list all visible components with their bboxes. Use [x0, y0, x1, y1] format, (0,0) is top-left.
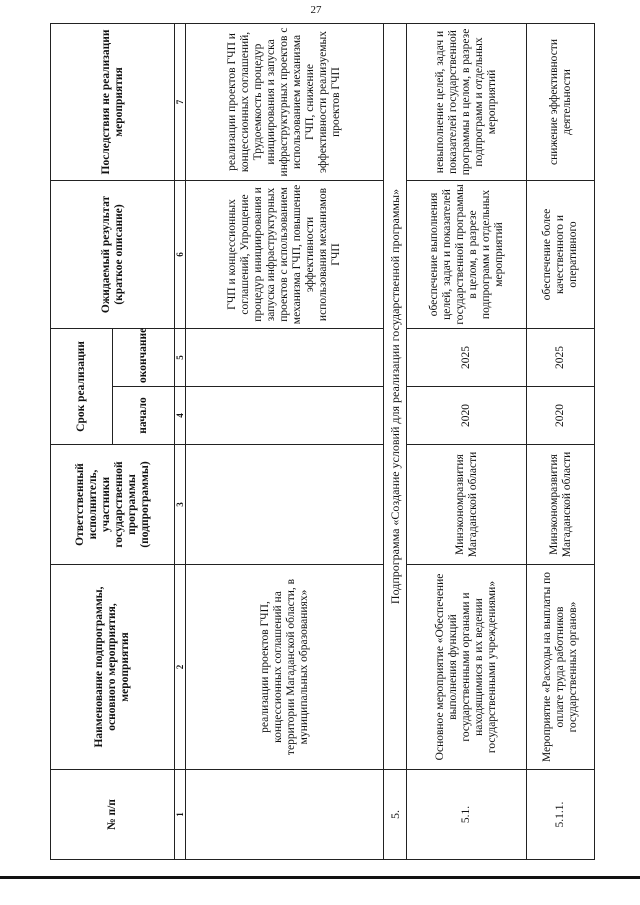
header-result: Ожидаемый результат (краткое описание) — [51, 180, 175, 328]
row-start — [186, 387, 384, 445]
row-name: реализации проектов ГЧП, концессионных соглашений на территории Магаданской области, в муниципальных образованиях» — [186, 565, 384, 770]
row-start: 2020 — [407, 387, 527, 445]
footer-rule — [0, 876, 640, 879]
col-number: 1 — [175, 770, 186, 860]
col-number: 3 — [175, 445, 186, 565]
row-result: обеспечение выполнения целей, задач и показателей государственной программы в целом, в разрезе подпрограмм и отдельных мероприятий — [407, 180, 527, 328]
row-consequences: невыполнение целей, задач и показателей государственной программы в целом, в разрезе подпрограмм и отдельных мероприятий — [407, 23, 527, 180]
page-number: 27 — [310, 4, 322, 16]
row-result: обеспечение более качественного и оперативного — [527, 180, 595, 328]
row-end: 2025 — [527, 328, 595, 386]
header-consequences: Последствия не реализации мероприятия — [51, 23, 175, 180]
header-num: № п/п — [51, 770, 175, 860]
subprogram-row — [384, 23, 407, 859]
header-end: окончание — [113, 328, 175, 386]
row-num: 5.1.1. — [527, 770, 595, 860]
row-end: 2025 — [407, 328, 527, 386]
col-number: 7 — [175, 23, 186, 180]
header-name: Наименование подпрограммы, основного мероприятия, мероприятия — [51, 565, 175, 770]
row-num — [186, 770, 384, 860]
subprogram-title: Подпрограмма «Создание условий для реализации государственной программы» — [384, 23, 407, 769]
row-end — [186, 328, 384, 386]
subprogram-num: 5. — [384, 770, 407, 860]
rotated-table-container — [50, 24, 595, 860]
col-number: 6 — [175, 180, 186, 328]
row-result: ГЧП и концессионных соглашений, Упрощение процедур инициирования и запуска инфраструктурных проектов с использованием механизма ГЧП, повышение эффективности использования механизмов ГЧП — [186, 180, 384, 328]
col-number: 2 — [175, 565, 186, 770]
row-name: Основное мероприятие «Обеспечение выполнения функций государственными органами и находящимися в их ведении государственными учреждениями» — [407, 565, 527, 770]
header-start: начало — [113, 387, 175, 445]
row-name: Мероприятие «Расходы на выплаты по оплате труда работников государственных органов» — [527, 565, 595, 770]
table-row — [186, 23, 384, 859]
row-num: 5.1. — [407, 770, 527, 860]
row-consequences: снижение эффективности деятельности — [527, 23, 595, 180]
row-executor: Минэкономразвития Магаданской области — [407, 445, 527, 565]
row-consequences: реализации проектов ГЧП и концессионных соглашений, Трудоемкость процедур инициирования и запуска инфраструктурных проектов с использованием механизма ГЧП, снижение эффективности реализуемых проектов ГЧП — [186, 23, 384, 180]
table-area — [50, 24, 595, 860]
table-row — [407, 23, 527, 859]
measures-table — [50, 23, 595, 860]
col-number: 5 — [175, 328, 186, 386]
header-executor: Ответственный исполнитель, участники государственной программы (подпрограммы) — [51, 445, 175, 565]
row-start: 2020 — [527, 387, 595, 445]
header-period: Срок реализации — [51, 328, 113, 444]
col-number: 4 — [175, 387, 186, 445]
row-executor — [186, 445, 384, 565]
row-executor: Минэкономразвития Магаданской области — [527, 445, 595, 565]
table-row — [527, 23, 595, 859]
